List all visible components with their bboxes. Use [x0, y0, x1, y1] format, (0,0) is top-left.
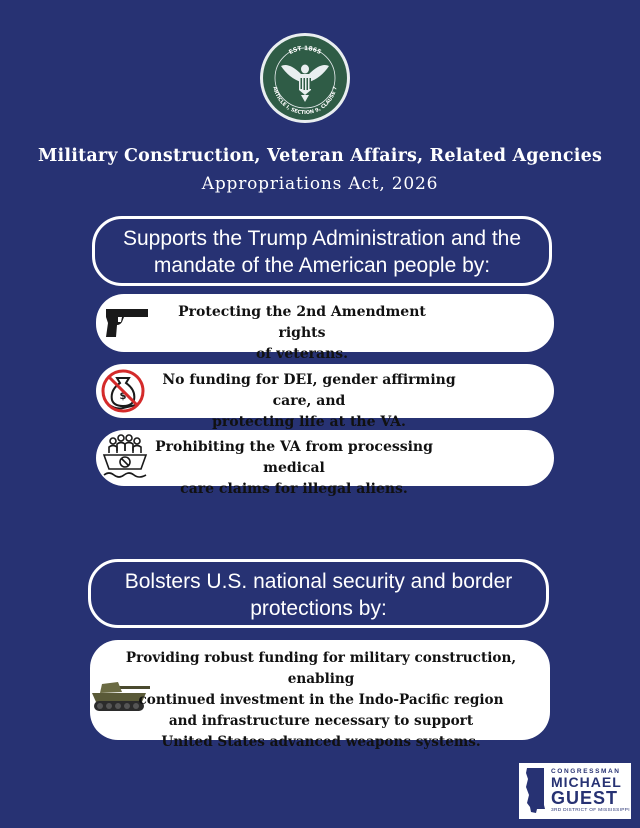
congressman-logo — [519, 763, 631, 819]
item-text-line: of veterans. — [255, 346, 349, 362]
section-heading-line: Supports the Trump Administration and the — [122, 227, 522, 250]
handgun-icon — [104, 307, 150, 339]
item-text-line: Providing robust funding for military construction, enabling — [125, 650, 517, 687]
committee-seal-logo — [259, 32, 351, 124]
logo-line: 3RD DISTRICT OF MISSISSIPPI — [551, 808, 630, 813]
item-text-line: United States advanced weapons systems. — [161, 734, 481, 750]
logo-line: MICHAEL — [551, 774, 622, 790]
section-heading-line: Bolsters U.S. national security and border — [124, 570, 513, 593]
item-text-line: care claims for illegal aliens. — [180, 481, 408, 497]
section-heading-trump-mandate — [92, 216, 552, 286]
item-text-line: and infrastructure necessary to support — [168, 713, 474, 729]
list-item-illegal-aliens-claims — [96, 430, 554, 497]
item-text-line: No funding for DEI, gender affirming care, and — [162, 372, 456, 409]
section-heading-line: mandate of the American people by: — [153, 254, 491, 277]
page-subtitle: Appropriations Act, 2026 — [201, 174, 439, 194]
list-item-no-dei-funding — [96, 364, 554, 430]
section-heading-national-security — [88, 559, 549, 628]
section-heading-line: protections by: — [250, 597, 387, 620]
page-title: Military Construction, Veteran Affairs, Related Agencies — [37, 146, 603, 166]
seal-top-text: EST 1865 — [287, 44, 323, 56]
list-item-second-amendment — [96, 294, 554, 362]
list-item-military-construction — [90, 640, 550, 750]
item-text-line: Protecting the 2nd Amendment rights — [178, 304, 426, 341]
item-text-line: continued investment in the Indo-Pacific region — [138, 692, 504, 708]
mississippi-state-icon — [524, 767, 546, 815]
logo-line: GUEST — [551, 788, 619, 808]
logo-line: CONGRESSMAN — [551, 768, 621, 775]
item-text-line: Prohibiting the VA from processing medical — [155, 439, 433, 476]
no-money-bag-icon — [100, 368, 146, 414]
crowded-boat-icon — [101, 433, 149, 483]
item-text-line: protecting life at the VA. — [212, 414, 406, 430]
svg-text:$: $ — [119, 391, 127, 402]
seal-bottom-text: ARTICLE I, SECTION 9, CLAUSE 7 — [271, 86, 339, 117]
